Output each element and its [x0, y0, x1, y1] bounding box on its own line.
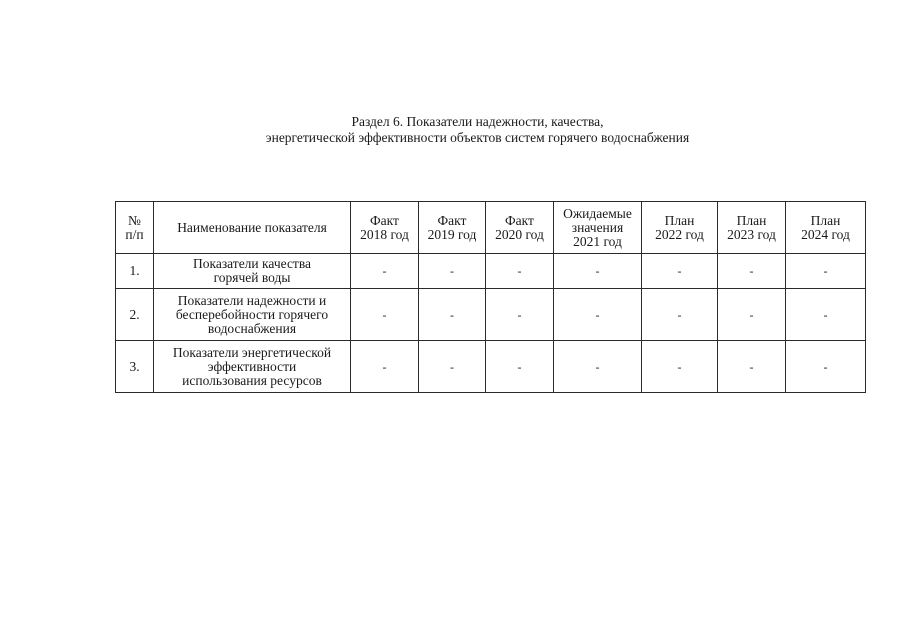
- value-cell-2022: -: [642, 289, 718, 341]
- value-cell-2020: -: [486, 289, 554, 341]
- indicator-name: Показатели качества горячей воды: [154, 254, 351, 289]
- value-cell-2022: -: [642, 341, 718, 393]
- value-cell-2020: -: [486, 341, 554, 393]
- row-number: 3.: [116, 341, 154, 393]
- value-cell-2018: -: [351, 254, 419, 289]
- value-cell-2021: -: [554, 289, 642, 341]
- value-cell-2019: -: [419, 341, 486, 393]
- header-cell-2021: Ожидаемые значения 2021 год: [554, 202, 642, 254]
- heading-line-2: энергетической эффективности объектов систем горячего водоснабжения: [265, 130, 690, 145]
- table-row: [116, 341, 866, 393]
- value-cell-2023: -: [718, 289, 786, 341]
- value-cell-2021: -: [554, 254, 642, 289]
- header-cell-name: Наименование показателя: [154, 202, 351, 254]
- header-cell-2024: План 2024 год: [786, 202, 866, 254]
- table-row: [116, 254, 866, 289]
- header-cell-2018: Факт 2018 год: [351, 202, 419, 254]
- table-header-row: [116, 202, 866, 254]
- section-heading: [0, 114, 905, 146]
- value-cell-2022: -: [642, 254, 718, 289]
- indicator-name: Показатели надежности и бесперебойности горячего водоснабжения: [154, 289, 351, 341]
- indicator-name: Показатели энергетической эффективности использования ресурсов: [154, 341, 351, 393]
- value-cell-2020: -: [486, 254, 554, 289]
- row-number: 1.: [116, 254, 154, 289]
- value-cell-2018: -: [351, 341, 419, 393]
- value-cell-2021: -: [554, 341, 642, 393]
- indicators-table: [115, 201, 866, 393]
- value-cell-2024: -: [786, 289, 866, 341]
- header-cell-2020: Факт 2020 год: [486, 202, 554, 254]
- header-cell-number: № п/п: [116, 202, 154, 254]
- value-cell-2018: -: [351, 289, 419, 341]
- value-cell-2019: -: [419, 254, 486, 289]
- header-cell-2019: Факт 2019 год: [419, 202, 486, 254]
- row-number: 2.: [116, 289, 154, 341]
- value-cell-2023: -: [718, 254, 786, 289]
- value-cell-2023: -: [718, 341, 786, 393]
- value-cell-2019: -: [419, 289, 486, 341]
- value-cell-2024: -: [786, 254, 866, 289]
- table-row: [116, 289, 866, 341]
- heading-line-1: Раздел 6. Показатели надежности, качества,: [351, 114, 604, 129]
- header-cell-2022: План 2022 год: [642, 202, 718, 254]
- header-cell-2023: План 2023 год: [718, 202, 786, 254]
- value-cell-2024: -: [786, 341, 866, 393]
